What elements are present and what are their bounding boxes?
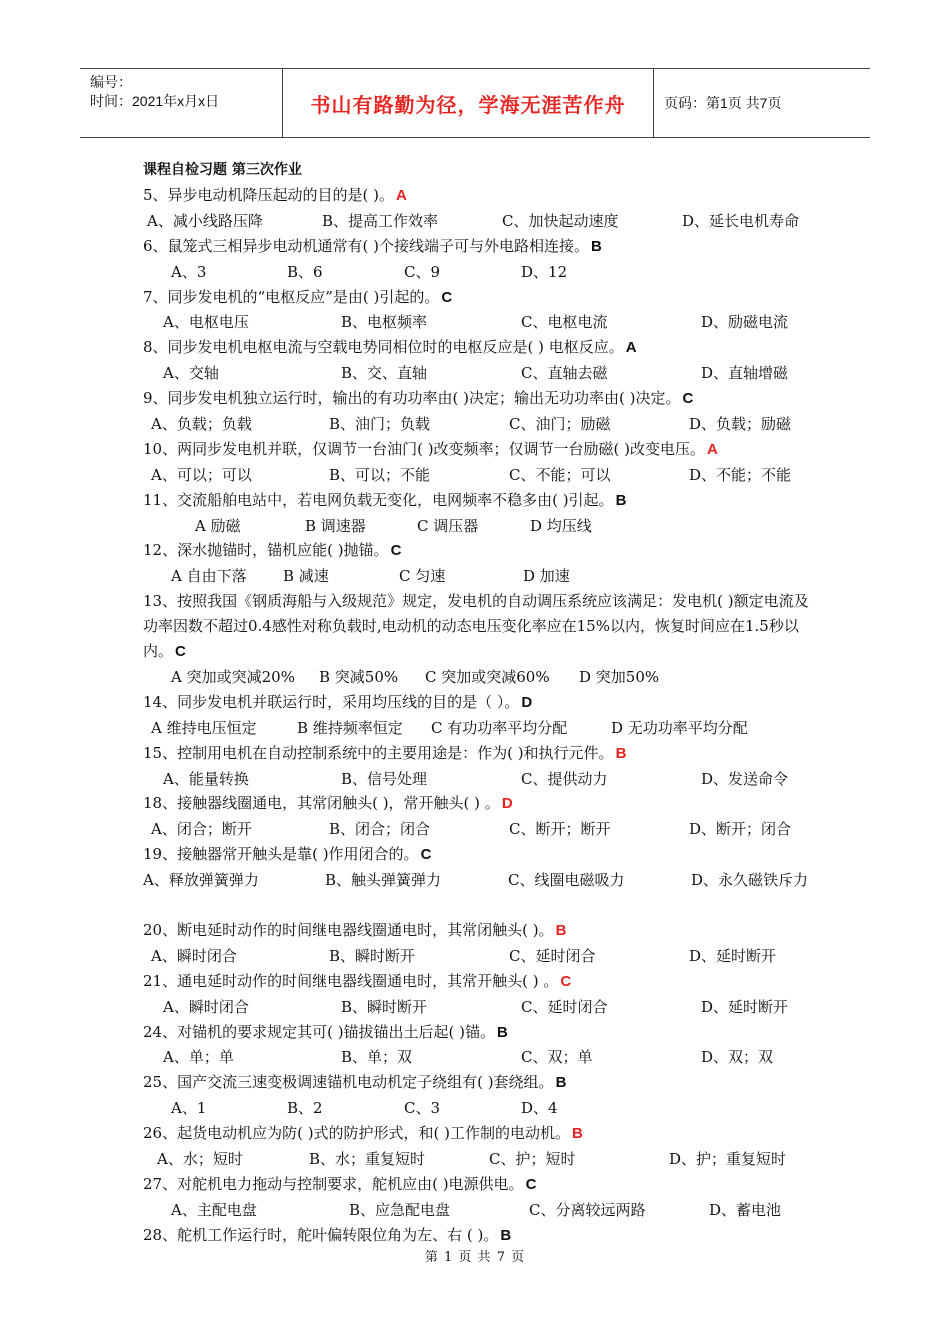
option-d: D、直轴增磁 <box>701 364 789 383</box>
option-c: C、电枢电流 <box>521 313 608 332</box>
question-text: 13、按照我国《钢质海船与入级规范》规定，发电机的自动调压系统应该满足：发电机( )额定电流及功率因数不超过0.4感性对称负载时,电动机的动态电压变化率应在15%以内，恢复时间应在1.5秒以内。 <box>143 592 809 661</box>
options-row <box>143 1096 823 1121</box>
option-a: A 自由下落 <box>171 567 247 586</box>
answer-key: D <box>521 693 533 711</box>
option-c: C、油门；励磁 <box>509 415 611 433</box>
options-row <box>143 310 823 335</box>
option-b: B、6 <box>287 262 323 281</box>
option-d: D、延长电机寿命 <box>682 211 800 230</box>
option-c: C、不能；可以 <box>509 465 611 484</box>
question-21 <box>143 969 823 995</box>
option-c: C、延时闭合 <box>509 946 596 965</box>
page-footer: 第 1 页 共 7 页 <box>424 1250 526 1265</box>
answer-key: C <box>390 542 402 560</box>
page-header <box>80 68 870 138</box>
options-row <box>143 1045 823 1070</box>
option-a: A、交轴 <box>163 364 219 383</box>
options-row <box>143 361 823 386</box>
question-14 <box>143 690 823 716</box>
question-text: 12、深水抛锚时，锚机应能( )抛锚。 <box>143 541 389 560</box>
question-10 <box>143 437 823 463</box>
option-b: B、电枢频率 <box>341 313 428 332</box>
question-28 <box>143 1223 823 1249</box>
option-a: A、释放弹簧弹力 <box>143 871 259 890</box>
answer-key: A <box>396 186 407 204</box>
answer-key: B <box>555 921 567 939</box>
option-a: A、能量转换 <box>163 769 249 788</box>
option-b: B、应急配电盘 <box>349 1200 451 1219</box>
question-8 <box>143 335 823 361</box>
option-b: B、瞬时断开 <box>341 997 428 1016</box>
option-a: A 励磁 <box>195 516 241 535</box>
option-d: D、延时断开 <box>701 997 789 1016</box>
option-d: D、4 <box>521 1099 558 1118</box>
option-a: A、3 <box>171 262 207 281</box>
question-20 <box>143 918 823 944</box>
options-row <box>143 209 823 234</box>
answer-key: B <box>500 1226 512 1244</box>
options-row <box>143 463 823 488</box>
option-b: B、闭合；闭合 <box>329 820 431 839</box>
question-7 <box>143 285 823 311</box>
option-d: D、永久磁铁斥力 <box>691 871 809 890</box>
option-b: B、2 <box>287 1099 323 1118</box>
options-row <box>143 716 823 741</box>
option-b: B、瞬时断开 <box>329 946 416 965</box>
option-a: A 维持电压恒定 <box>151 718 257 737</box>
answer-key: C <box>420 846 432 864</box>
option-a: A、单；单 <box>163 1048 234 1067</box>
option-d: D 加速 <box>523 567 570 586</box>
option-b: B、交、直轴 <box>341 364 428 383</box>
option-d: D、发送命令 <box>701 769 789 788</box>
option-d: D 突加50% <box>579 668 660 686</box>
question-text: 6、鼠笼式三相异步电动机通常有( )个接线端子可与外电路相连接。 <box>143 236 590 255</box>
answer-key: B <box>615 744 627 762</box>
option-d: D、双；双 <box>701 1048 774 1067</box>
question-text: 19、接触器常开触头是靠( )作用闭合的。 <box>143 845 419 864</box>
option-c: C、加快起动速度 <box>502 211 619 230</box>
option-c: C、提供动力 <box>521 769 608 788</box>
question-text: 11、交流船舶电站中，若电网负载无变化，电网频率不稳多由( )引起。 <box>143 490 614 509</box>
option-d: D、12 <box>521 262 568 281</box>
question-24 <box>143 1020 823 1046</box>
options-row <box>143 260 823 285</box>
question-text: 7、同步发电机的“电枢反应”是由( )引起的。 <box>143 287 440 306</box>
answer-key: B <box>572 1125 583 1143</box>
question-text: 8、同步发电机电枢电流与空载电势同相位时的电枢反应是( ) 电枢反应。 <box>143 338 624 357</box>
question-9 <box>143 386 823 412</box>
option-a: A、可以；可以 <box>151 465 252 484</box>
option-d: D、断开；闭合 <box>689 820 792 839</box>
option-c: C、延时闭合 <box>521 997 608 1016</box>
option-b: B 突减50% <box>319 668 399 686</box>
question-6 <box>143 234 823 260</box>
option-c: C 匀速 <box>399 567 446 586</box>
option-d: D、不能；不能 <box>689 465 792 484</box>
option-b: B、提高工作效率 <box>322 211 439 230</box>
question-11 <box>143 488 823 514</box>
option-c: C 突加或突减60% <box>425 668 550 686</box>
option-b: B、单；双 <box>341 1048 413 1067</box>
answer-key: C <box>175 643 186 661</box>
option-b: B 调速器 <box>305 516 366 535</box>
option-c: C、直轴去磁 <box>521 364 608 383</box>
options-row <box>143 944 823 969</box>
option-a: A、负载；负载 <box>151 415 252 433</box>
question-12 <box>143 538 823 564</box>
options-row <box>143 995 823 1020</box>
answer-key: C <box>441 288 453 306</box>
option-a: A、电枢电压 <box>163 313 249 332</box>
question-5 <box>143 183 823 209</box>
option-c: C、断开；断开 <box>509 820 611 839</box>
code-label: 编号： <box>90 74 132 90</box>
option-d: D 无功功率平均分配 <box>611 718 748 737</box>
options-row <box>143 1147 823 1172</box>
option-b: B、信号处理 <box>341 769 428 788</box>
option-d: D 均压线 <box>530 516 592 535</box>
answer-key: A <box>625 339 637 357</box>
option-b: B、水；重复短时 <box>309 1150 426 1169</box>
question-26 <box>143 1121 823 1147</box>
question-text: 9、同步发电机独立运行时，输出的有功功率由( )决定；输出无功功率由( )决定。 <box>143 389 681 408</box>
answer-key: B <box>591 237 602 255</box>
option-c: C、线圈电磁吸力 <box>508 871 625 890</box>
option-d: D、蓄电池 <box>709 1200 782 1219</box>
question-text: 28、舵机工作运行时，舵叶偏转限位角为左、右 ( )。 <box>143 1225 499 1244</box>
question-27 <box>143 1172 823 1198</box>
option-a: A、减小线路压降 <box>147 211 263 230</box>
question-text: 15、控制用电机在自动控制系统中的主要用途是：作为( )和执行元件。 <box>143 743 614 762</box>
question-text: 18、接触器线圈通电，其常闭触头( )，常开触头( ) 。 <box>143 794 500 813</box>
option-a: A、闭合；断开 <box>151 820 252 839</box>
option-c: C 有功功率平均分配 <box>431 718 568 737</box>
option-b: B、可以；不能 <box>329 465 431 484</box>
options-row <box>143 1198 823 1223</box>
options-row <box>143 868 823 918</box>
question-text: 24、对锚机的要求规定其可( )锚拔锚出土后起( )锚。 <box>143 1022 496 1041</box>
answer-key: B <box>497 1023 508 1041</box>
option-c: C、双；单 <box>521 1048 593 1067</box>
options-row <box>143 564 823 589</box>
option-c: C、9 <box>404 262 441 281</box>
option-a: A、瞬时闭合 <box>163 997 249 1016</box>
options-row <box>143 514 823 539</box>
option-a: A 突加或突减20% <box>171 668 295 686</box>
option-c: C、护；短时 <box>489 1150 576 1169</box>
option-c: C、分离较远两路 <box>529 1200 646 1219</box>
date-label: 时间：2021年x月x日 <box>90 93 220 109</box>
question-list <box>143 183 823 1249</box>
question-text: 26、起货电动机应为防( )式的防护形式，和( )工作制的电动机。 <box>143 1124 571 1143</box>
question-19 <box>143 842 823 868</box>
option-d: D、负载；励磁 <box>689 415 792 433</box>
option-d: D、延时断开 <box>689 946 777 965</box>
answer-key: A <box>707 440 718 458</box>
answer-key: C <box>682 390 694 408</box>
option-a: A、主配电盘 <box>171 1200 257 1219</box>
options-row <box>143 767 823 792</box>
option-b: B 减速 <box>283 567 329 586</box>
answer-key: B <box>555 1074 567 1092</box>
question-text: 5、异步电动机降压起动的目的是( )。 <box>143 185 395 204</box>
answer-key: C <box>525 1175 537 1193</box>
options-row <box>143 412 823 437</box>
question-text: 21、通电延时动作的时间继电器线圈通电时，其常开触头( ) 。 <box>143 971 559 990</box>
exercise-title: 课程自检习题 第三次作业 <box>143 162 302 178</box>
question-text: 27、对舵机电力拖动与控制要求，舵机应由( )电源供电。 <box>143 1174 524 1193</box>
exercise-content <box>143 158 823 1249</box>
option-d: D、励磁电流 <box>701 313 789 332</box>
option-b: B、触头弹簧弹力 <box>325 871 442 890</box>
header-motto: 书山有路勤为径，学海无涯苦作舟 <box>283 69 654 137</box>
options-row <box>143 817 823 842</box>
answer-key: C <box>560 972 572 990</box>
question-18 <box>143 791 823 817</box>
question-text: 25、国产交流三速变极调速锚机电动机定子绕组有( )套绕组。 <box>143 1073 554 1092</box>
question-25 <box>143 1070 823 1096</box>
question-13 <box>143 589 823 665</box>
option-b: B、油门；负载 <box>329 415 431 433</box>
question-text: 14、同步发电机并联运行时，采用均压线的目的是（ ）。 <box>143 692 520 711</box>
answer-key: D <box>501 795 513 813</box>
header-page-info: 页码：第1页 共7页 <box>664 95 782 111</box>
option-d: D、护；重复短时 <box>669 1150 787 1169</box>
question-15 <box>143 741 823 767</box>
option-a: A、瞬时闭合 <box>151 946 237 965</box>
question-text: 10、两同步发电机并联，仅调节一台油门( )改变频率；仅调节一台励磁( )改变电压。 <box>143 439 706 458</box>
option-b: B 维持频率恒定 <box>297 718 403 737</box>
option-a: A、1 <box>171 1099 207 1118</box>
option-c: C 调压器 <box>417 516 479 535</box>
option-c: C、3 <box>404 1099 441 1118</box>
question-text: 20、断电延时动作的时间继电器线圈通电时，其常闭触头( )。 <box>143 920 554 939</box>
options-row <box>143 665 823 690</box>
header-meta <box>80 69 283 137</box>
option-a: A、水；短时 <box>157 1150 243 1169</box>
answer-key: B <box>615 491 627 509</box>
